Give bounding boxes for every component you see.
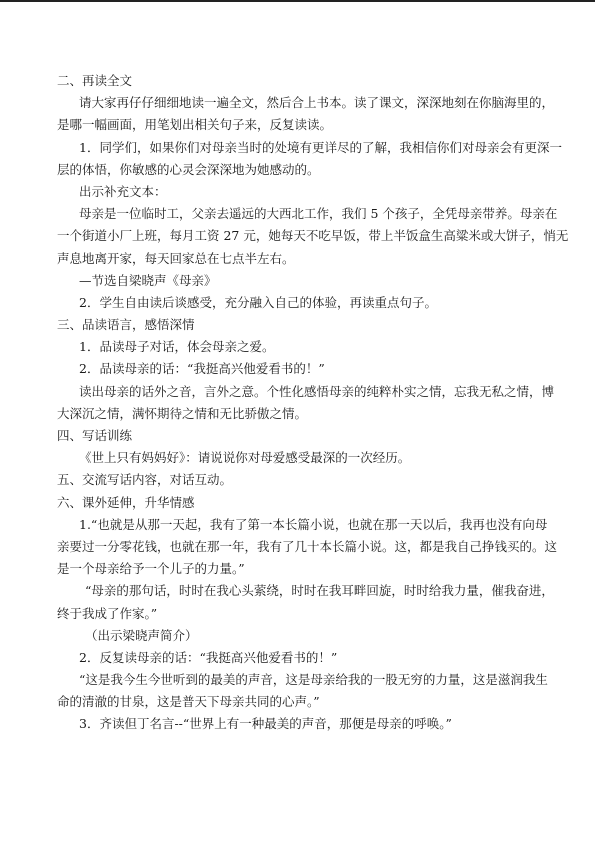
text-line: 大深沉之情，满怀期待之情和无比骄傲之情。 [57, 405, 308, 421]
text-line: （出示梁晓声简介） [85, 627, 198, 643]
text-line: 一个街道小厂上班，每月工资 27 元，她每天不吃早饭，带上半饭盒生高粱米或大饼子，悄无 [57, 228, 569, 244]
text-line: 2．品读母亲的话：“我挺高兴他爱看书的！” [79, 361, 325, 377]
text-line: 二、再读全文 [57, 73, 133, 88]
text-line: 读出母亲的话外之音，言外之意。个性化感悟母亲的纯粹朴实之情，忘我无私之情，博 [79, 383, 555, 399]
text-line: —节选自梁晓声《母亲》 [79, 272, 217, 288]
text-line: 1．同学们，如果你们对母亲当时的处境有更详尽的了解，我相信你们对母亲会有更深一 [79, 139, 562, 155]
document-body [57, 70, 569, 736]
text-line: 1．品读母子对话，体会母亲之爱。 [79, 339, 275, 355]
text-line: 2．反复读母亲的话：“我挺高兴他爱看书的！” [79, 649, 338, 665]
page-top-rule [0, 0, 595, 2]
text-line: 命的清澈的甘泉，这是普天下母亲共同的心声。” [57, 694, 320, 710]
text-line: 层的体悟，你敏感的心灵会深深地为她感动的。 [57, 161, 320, 177]
text-line: 请大家再仔仔细细地读一遍全文，然后合上书本。读了课文，深深地刻在你脑海里的， [79, 95, 555, 111]
text-line: 母亲是一位临时工，父亲去遥远的大西北工作，我们 5 个孩子，全凭母亲带养。母亲在 [79, 206, 558, 222]
text-line: 三、品读语言，感悟深情 [57, 317, 195, 333]
text-line: 五、交流写话内容，对话互动。 [57, 472, 233, 488]
text-line: 六、课外延伸，升华情感 [57, 494, 195, 510]
text-line: 终于我成了作家。” [57, 605, 158, 621]
text-line: 2．学生自由读后谈感受，充分融入自己的体验，再读重点句子。 [79, 294, 437, 310]
text-line: 《世上只有妈妈好》：请说说你对母爱感受最深的一次经历。 [79, 450, 411, 466]
text-line: 出示补充文本： [79, 183, 167, 199]
text-line: 亲要过一分零花钱，也就在那一年，我有了几十本长篇小说。这，都是我自己挣钱买的。这 [57, 538, 558, 554]
text-line: 声息地离开家，每天回家总在七点半左右。 [57, 250, 295, 266]
text-line: “这是我今生今世听到的最美的声音，这是母亲给我的一股无穷的力量，这是滋润我生 [79, 672, 548, 688]
text-line: 1.“也就是从那一天起，我有了第一本长篇小说，也就在那一天以后，我再也没有向母 [79, 516, 548, 532]
text-line: 是一个母亲给予一个儿子的力量。” [57, 561, 245, 577]
text-line: “母亲的那句话，时时在我心头萦绕，时时在我耳畔回旋，时时给我力量，催我奋进， [85, 583, 554, 599]
text-line: 四、写话训练 [57, 428, 133, 443]
text-line: 是哪一幅画面，用笔划出相关句子来，反复读读。 [57, 117, 333, 133]
text-line: 3．齐读但丁名言--“世界上有一种最美的声音，那便是母亲的呼唤。” [79, 716, 452, 732]
